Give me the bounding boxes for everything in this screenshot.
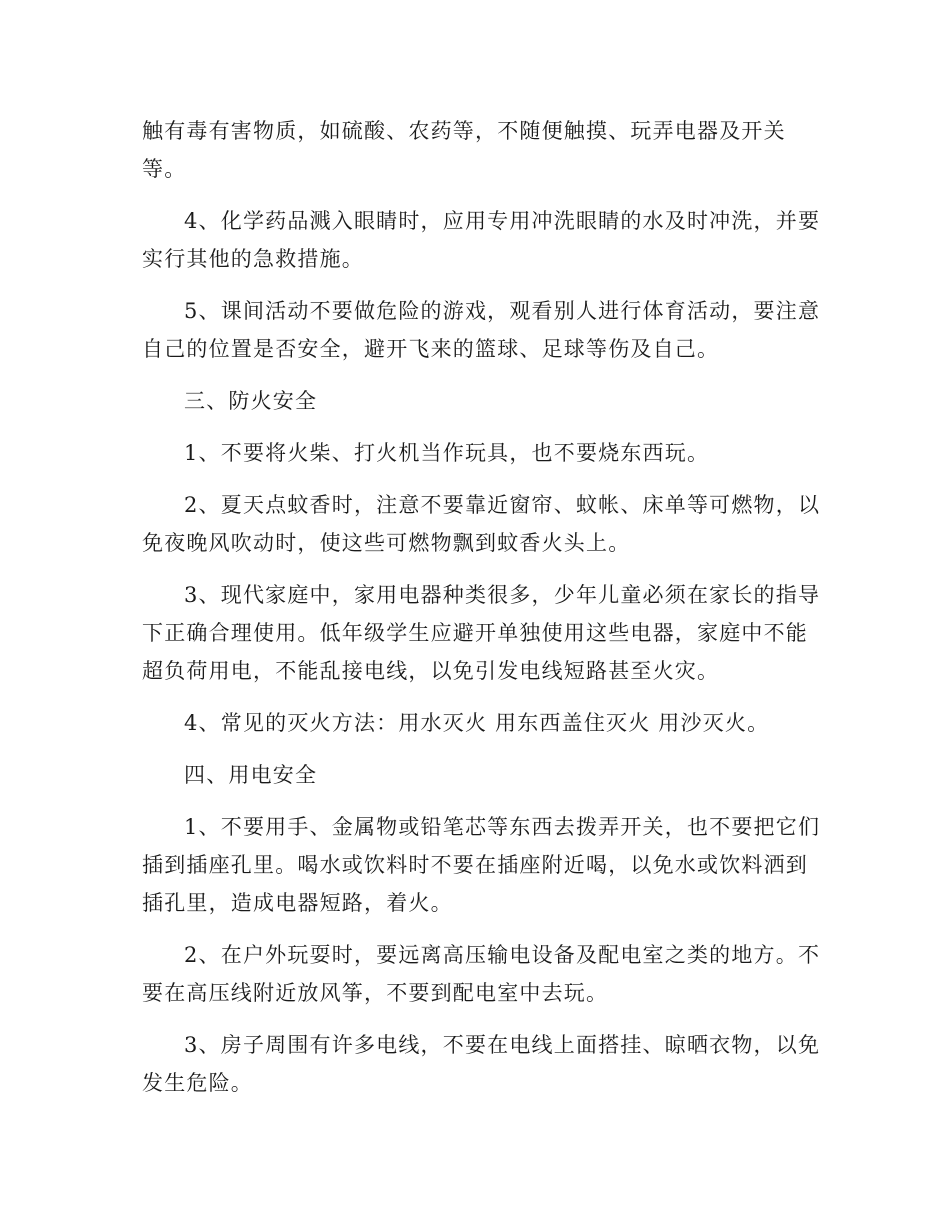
text-line: 免夜晚风吹动时，使这些可燃物飘到蚊香火头上。 [142,531,631,555]
paragraph-electric-2 [142,936,821,1012]
paragraph-recess-safety [142,292,821,368]
paragraph-fire-4 [142,704,806,742]
text-line: 2、在户外玩耍时，要远离高压输电设备及配电室之类的地方。不 [184,943,821,967]
text-line: 4、化学药品溅入眼睛时，应用专用冲洗眼睛的水及时冲洗，并要 [184,209,821,233]
text-line: 1、不要用手、金属物或铅笔芯等东西去拨弄开关，也不要把它们 [184,815,821,839]
heading-text: 三、防火安全 [184,389,318,413]
text-line: 等。 [142,157,187,181]
text-line: 3、房子周围有许多电线，不要在电线上面搭挂、晾晒衣物，以免 [184,1033,821,1057]
section-heading-electric-safety [142,756,806,794]
text-line: 2、夏天点蚊香时，注意不要靠近窗帘、蚊帐、床单等可燃物，以 [184,493,821,517]
text-line: 触有毒有害物质，如硫酸、农药等，不随便触摸、玩弄电器及开关 [142,119,786,143]
text-line: 5、课间活动不要做危险的游戏，观看别人进行体育活动，要注意 [184,299,821,323]
text-line: 3、现代家庭中，家用电器种类很多，少年儿童必须在家长的指导 [184,583,821,607]
paragraph-electric-1 [142,808,821,922]
text-line: 要在高压线附近放风筝，不要到配电室中去玩。 [142,981,609,1005]
text-line: 自己的位置是否安全，避开飞来的篮球、足球等伤及自己。 [142,337,720,361]
text-line: 插到插座孔里。喝水或饮料时不要在插座附近喝，以免水或饮料洒到 [142,853,808,877]
document-page [142,112,821,1116]
paragraph-electric-3 [142,1026,821,1102]
text-line: 4、常见的灭火方法：用水灭火 用东西盖住灭火 用沙灭火。 [184,711,770,735]
text-line: 插孔里，造成电器短路，着火。 [142,891,453,915]
paragraph-chemicals-continued [142,112,806,188]
text-line: 发生危险。 [142,1071,253,1095]
text-line: 下正确合理使用。低年级学生应避开单独使用这些电器，家庭中不能 [142,621,808,645]
text-line: 实行其他的急救措施。 [142,247,364,271]
text-line: 超负荷用电，不能乱接电线，以免引发电线短路甚至火灾。 [142,659,720,683]
paragraph-fire-3 [142,576,821,690]
paragraph-eye-wash [142,202,821,278]
paragraph-fire-1 [142,434,806,472]
section-heading-fire-safety [142,382,806,420]
heading-text: 四、用电安全 [184,763,318,787]
paragraph-fire-2 [142,486,821,562]
text-line: 1、不要将火柴、打火机当作玩具，也不要烧东西玩。 [184,441,710,465]
